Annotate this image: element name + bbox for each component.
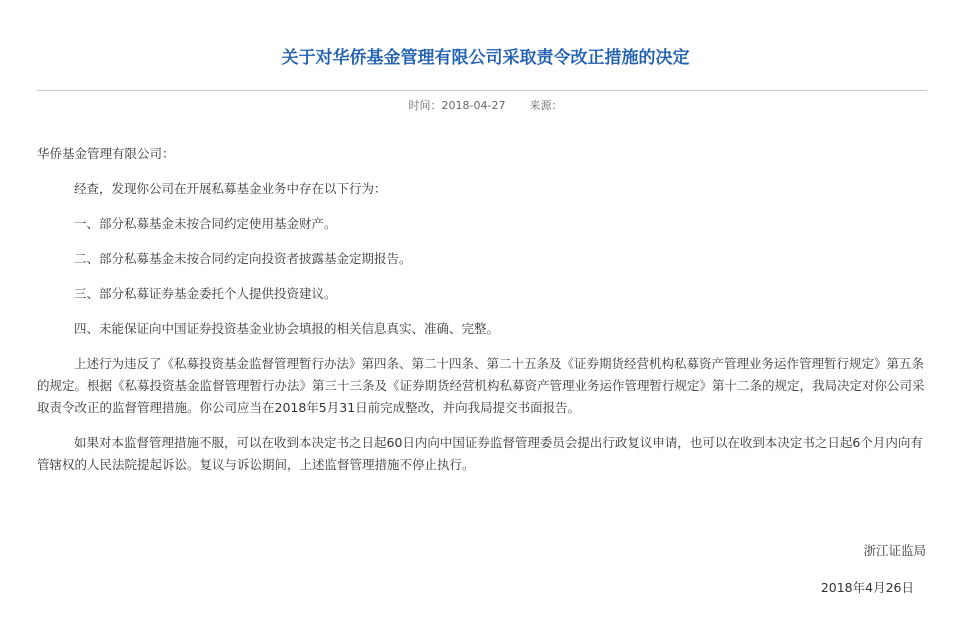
finding-item-1: 一、部分私募基金未按合同约定使用基金财产。 <box>74 216 337 231</box>
salutation: 华侨基金管理有限公司： <box>37 146 175 161</box>
issue-date: 2018年4月26日 <box>820 580 914 595</box>
page-title: 关于对华侨基金管理有限公司采取责令改正措施的决定 <box>281 48 690 68</box>
time-label: 时间： <box>408 99 442 112</box>
appeal-paragraph: 如果对本监督管理措施不服，可以在收到本决定书之日起60日内向中国证券监督管理委员会提出行政复议申请，也可以在收到本决定书之日起6个月内向有管辖权的人民法院提起诉讼。复议与诉讼期间，上述监督管理措施不停止执行。 <box>37 435 923 472</box>
document-meta <box>0 98 971 114</box>
finding-item-4: 四、未能保证向中国证券投资基金业协会填报的相关信息真实、准确、完整。 <box>74 321 500 336</box>
finding-item-2: 二、部分私募基金未按合同约定向投资者披露基金定期报告。 <box>74 251 412 266</box>
intro-paragraph: 经查，发现你公司在开展私募基金业务中存在以下行为： <box>74 181 387 196</box>
source-label: 来源： <box>529 99 563 112</box>
issuer-signature: 浙江证监局 <box>863 543 926 558</box>
title-divider <box>37 90 927 91</box>
time-value: 2018-04-27 <box>441 99 506 112</box>
finding-item-3: 三、部分私募证券基金委托个人提供投资建议。 <box>74 286 337 301</box>
decision-paragraph: 上述行为违反了《私募投资基金监督管理暂行办法》第四条、第二十四条、第二十五条及《证券期货经营机构私募资产管理业务运作管理暂行规定》第五条的规定。根据《私募投资基金监督管理暂行办法》第三十三条及《证券期货经营机构私募资产管理业务运作管理暂行规定》第十二条的规定，我局决定对你公司采取责令改正的监督管理措施。你公司应当在2018年5月31日前完成整改，并向我局提交书面报告。 <box>37 356 925 415</box>
document-body <box>37 143 929 476</box>
